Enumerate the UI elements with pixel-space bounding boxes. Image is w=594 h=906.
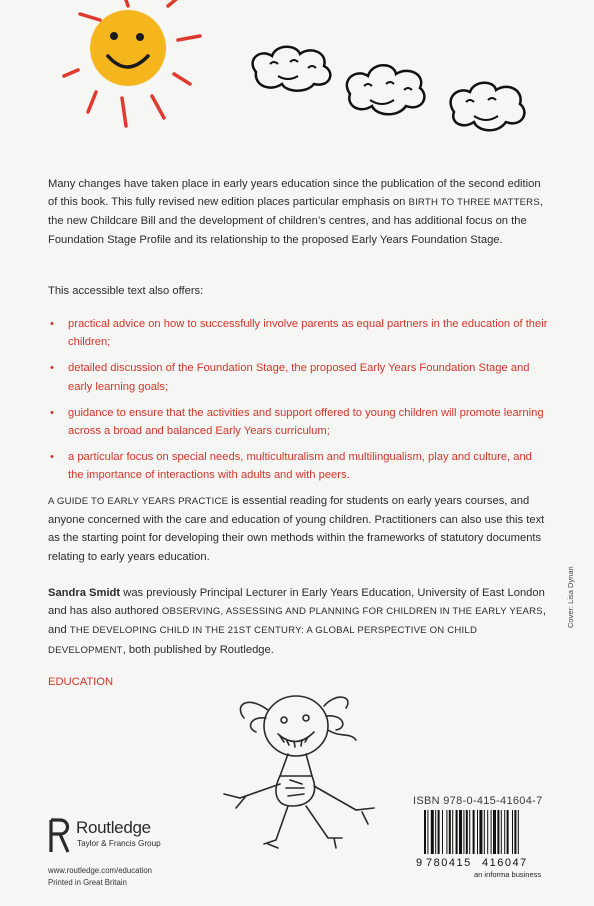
intro-highlight: BIRTH TO THREE MATTERS — [408, 197, 540, 209]
printed-in: Printed in Great Britain — [48, 878, 127, 887]
list-item-text: practical advice on how to successfully involve parents as equal partners in the education of their children; — [68, 318, 548, 349]
barcode-bar — [491, 810, 492, 854]
barcode-lead-digit: 9 — [416, 857, 423, 869]
barcode-bar — [497, 810, 499, 854]
cover-credit: Cover: Lisa Dynan — [566, 566, 575, 628]
child-drawing — [216, 688, 396, 860]
barcode-bar — [463, 810, 464, 854]
barcode-bar — [504, 810, 505, 854]
author-text-3: , both published by Routledge. — [122, 643, 274, 656]
barcode-right-digits: 416047 — [482, 857, 528, 869]
cloud-drawing-1 — [246, 42, 338, 96]
bullet-icon: • — [50, 451, 54, 464]
barcode-bar — [446, 810, 447, 854]
summary-paragraph — [48, 492, 548, 566]
barcode-bar — [512, 810, 513, 854]
author-name: Sandra Smidt — [48, 587, 121, 599]
author-book-1: OBSERVING, ASSESSING AND PLANNING FOR CHILDREN IN THE EARLY YEARS — [161, 606, 543, 618]
sun-drawing — [60, 0, 230, 140]
barcode-bar — [479, 810, 482, 854]
list-item — [48, 448, 548, 484]
barcode-bar — [518, 810, 519, 854]
barcode-bar — [487, 810, 488, 854]
author-bio — [48, 584, 548, 660]
barcode-bar — [501, 810, 502, 854]
intro-text-2: , the new Childcare Bill and the development of children’s centres, and has additional focus on the Foundation Stage Profile and its relationship to the proposed Early Years Foundation Stage. — [48, 196, 544, 246]
barcode-bar — [473, 810, 475, 854]
barcode-bar — [424, 810, 426, 854]
cloud-drawing-2 — [340, 58, 430, 122]
barcode-bar — [431, 810, 434, 854]
list-item-text: a particular focus on special needs, multiculturalism and multilingualism, play and culture, and the importance of interactions with adults and with peers. — [68, 451, 532, 482]
barcode-bar — [456, 810, 458, 854]
publisher-url[interactable]: www.routledge.com/education — [48, 866, 153, 875]
summary-text: is essential reading for students on early years courses, and anyone concerned with the care and education of young children. Practitioners can also use this text as the starting point for developing their own methods within the frameworks of statutory documents relating to early years education. — [48, 495, 545, 563]
list-item — [48, 315, 548, 351]
list-item — [48, 404, 548, 440]
barcode-bar — [459, 810, 462, 854]
list-item — [48, 359, 548, 395]
barcode-bar — [427, 810, 428, 854]
barcode-bar — [452, 810, 453, 854]
book-title: A GUIDE TO EARLY YEARS PRACTICE — [48, 496, 229, 507]
bullet-icon: • — [50, 362, 54, 375]
publisher-name: Routledge — [76, 818, 151, 837]
bullet-icon: • — [50, 406, 54, 419]
cloud-drawing-3 — [444, 76, 528, 138]
intro-paragraph — [48, 175, 548, 249]
category-label: EDUCATION — [48, 676, 114, 688]
routledge-logo — [48, 818, 72, 854]
list-item-text: detailed discussion of the Foundation Stage, the proposed Early Years Foundation Stage and early learning goals; — [68, 362, 530, 393]
publisher-subtitle: Taylor & Francis Group — [77, 839, 161, 848]
intro-text-1: Many changes have taken place in early years education since the publication of the second edition of this book. This fully revised new edition places particular emphasis on — [48, 178, 541, 209]
bullet-icon: • — [50, 318, 54, 330]
isbn-label: ISBN 978-0-415-41604-7 — [413, 795, 543, 807]
barcode-bar — [449, 810, 451, 854]
barcode-bar — [477, 810, 478, 854]
offers-list — [48, 315, 548, 493]
barcode-bar — [514, 810, 516, 854]
barcode — [412, 808, 546, 874]
barcode-bar — [438, 810, 440, 854]
barcode-bar — [493, 810, 496, 854]
author-text-1: was previously Principal Lecturer in Early Years Education, University of East London and has also authored — [48, 587, 545, 618]
barcode-bar — [442, 810, 443, 854]
author-text-2: , and — [48, 605, 546, 637]
offers-intro: This accessible text also offers: — [48, 285, 204, 297]
barcode-bar — [466, 810, 468, 854]
barcode-bar — [484, 810, 485, 854]
barcode-bar — [469, 810, 470, 854]
barcode-bar — [435, 810, 436, 854]
author-book-2: THE DEVELOPING CHILD IN THE 21ST CENTURY: A GLOBAL PERSPECTIVE ON CHILD DEVELOPMENT — [48, 625, 478, 656]
list-item-text: guidance to ensure that the activities and support offered to young children will promote learning across a broad and balanced Early Years curriculum; — [68, 406, 544, 438]
barcode-left-digits: 780415 — [426, 857, 472, 869]
barcode-bar — [507, 810, 509, 854]
informa-label: an informa business — [474, 870, 542, 879]
